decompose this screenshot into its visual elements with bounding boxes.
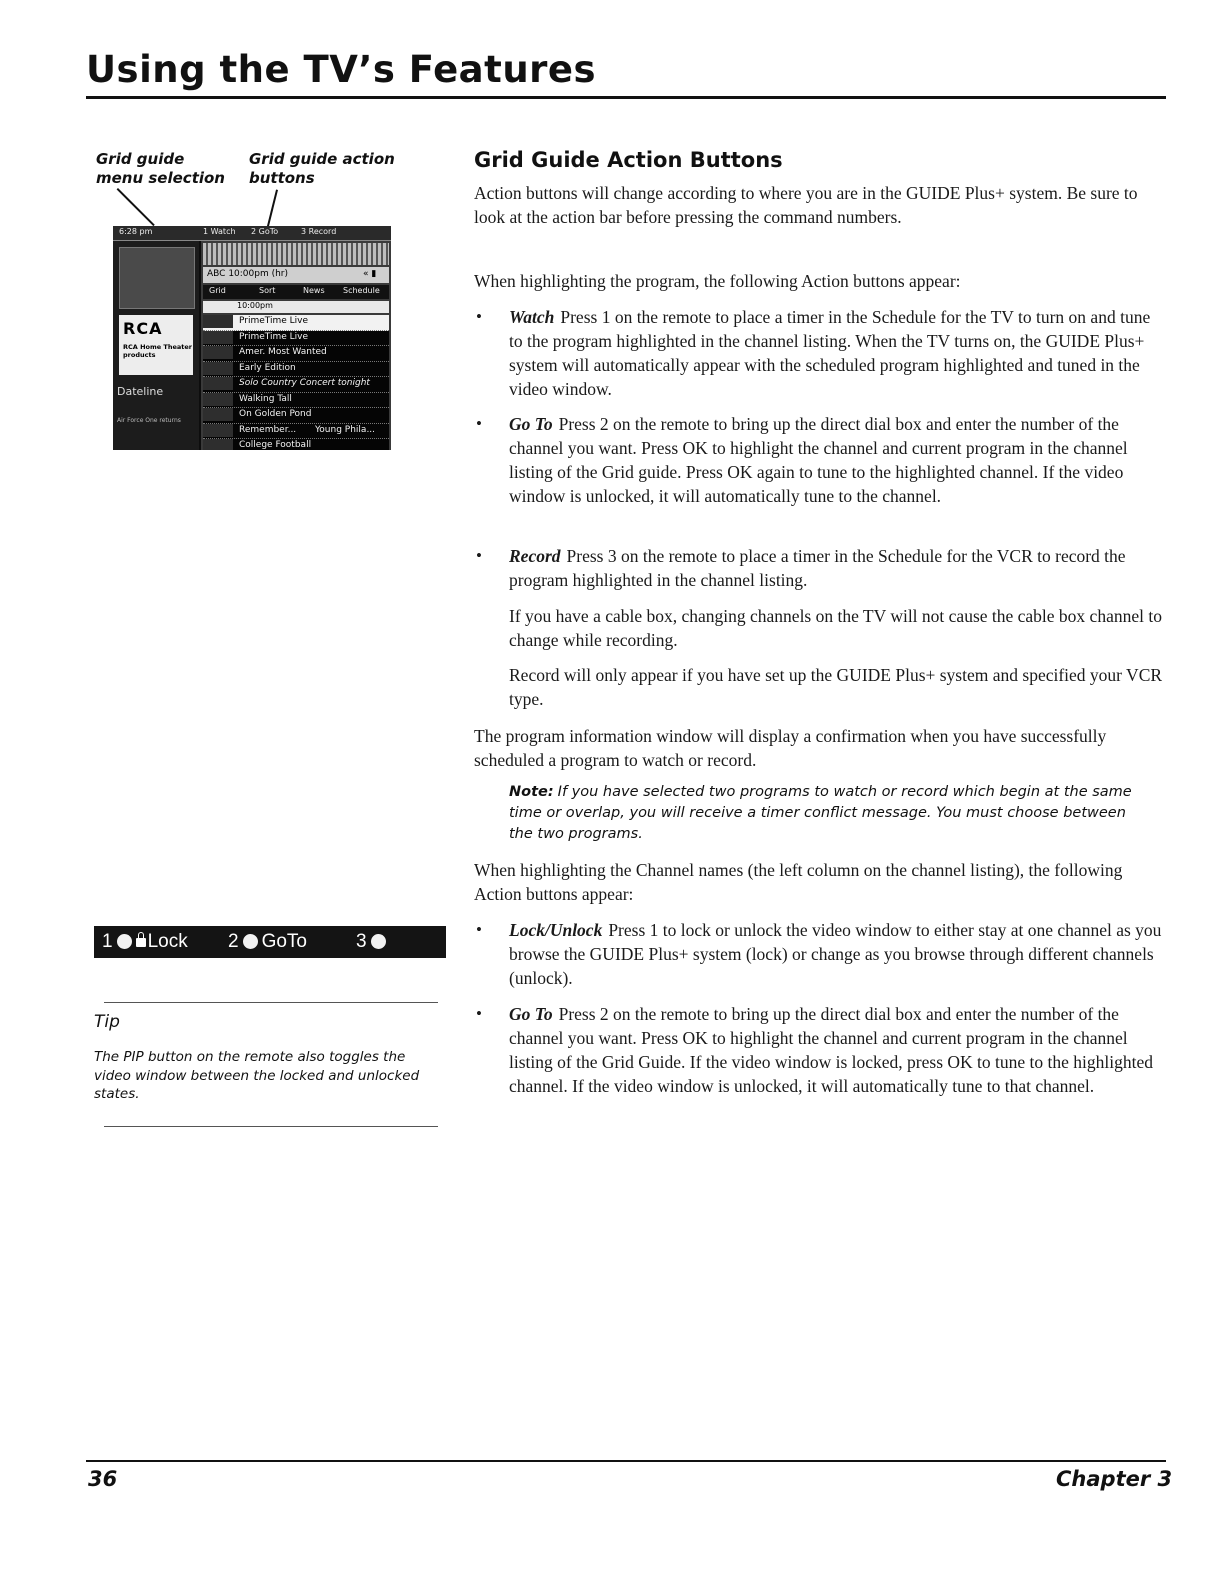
action-bar-example xyxy=(94,926,446,958)
tv-tab-schedule: Schedule xyxy=(343,286,380,295)
bullet-icon: • xyxy=(476,307,482,326)
tv-left-footer: Air Force One returns xyxy=(117,417,181,424)
tv-action-bar xyxy=(113,226,391,241)
tip-body: The PIP button on the remote also toggles the video window between the locked and unlocked states. xyxy=(94,1049,420,1102)
record-note-setup: Record will only appear if you have set up the GUIDE Plus+ system and specified your VCR type. xyxy=(509,665,1163,709)
lock-icon xyxy=(136,938,146,947)
header-rule xyxy=(86,96,1166,99)
tv-action-record: 3 Record xyxy=(301,227,337,236)
tv-nav-arrows: « ▮ xyxy=(363,269,377,279)
tv-program-row: College Football xyxy=(203,439,389,450)
tv-tab-grid: Grid xyxy=(209,286,226,295)
confirmation-paragraph: The program information window will display a confirmation when you have successfully scheduled a program to watch or record. xyxy=(474,726,1107,770)
caption-grid-action-buttons: Grid guide action buttons xyxy=(249,150,395,187)
intro-paragraph: Action buttons will change according to where you are in the GUIDE Plus+ system. Be sure to look at the action bar before pressing the command numbers. xyxy=(474,183,1138,227)
action-bar-goto: 2 GoTo xyxy=(228,931,307,952)
tv-action-watch: 1 Watch xyxy=(203,227,236,236)
tv-tab-sort: Sort xyxy=(259,286,276,295)
tv-program-row: Early Edition xyxy=(203,362,389,378)
tv-program-row: On Golden Pond xyxy=(203,408,389,424)
bullet-icon: • xyxy=(476,414,482,433)
action-bar-lock: 1 Lock xyxy=(102,931,188,952)
tv-channel-grid xyxy=(201,241,391,450)
tv-menu-tabs xyxy=(203,285,389,299)
bullet-icon: • xyxy=(476,1004,482,1023)
remote-button-icon xyxy=(371,934,386,949)
action-bar-slot-3: 3 xyxy=(356,931,390,953)
bullet-icon: • xyxy=(476,546,482,565)
tv-tab-news: News xyxy=(303,286,325,295)
remote-button-icon xyxy=(243,934,258,949)
page-number: 36 xyxy=(88,1467,118,1491)
chapter-label: Chapter 3 xyxy=(1056,1467,1173,1491)
tv-video-window xyxy=(119,247,195,309)
section-heading: Grid Guide Action Buttons xyxy=(474,148,783,172)
tv-rca-ad xyxy=(119,315,193,375)
note-box: Note: If you have selected two programs to watch or record which begin at the same time or overlap, you will receive a timer conflict message. You must choose between the two programs. xyxy=(509,784,1132,842)
program-intro: When highlighting the program, the following Action buttons appear: xyxy=(474,271,961,291)
pointer-line-menu xyxy=(117,188,155,226)
tv-program-row: Solo Country Concert tonight xyxy=(203,377,389,393)
footer-rule xyxy=(86,1460,1166,1462)
tv-program-row: Amer. Most Wanted xyxy=(203,346,389,362)
tv-clock: 6:28 pm xyxy=(119,227,153,236)
tv-program-row: Remember... Young Phila... xyxy=(203,424,389,440)
tv-time-slot: 10:00pm xyxy=(203,301,389,313)
remote-button-icon xyxy=(117,934,132,949)
note-label: Note: xyxy=(509,784,554,800)
tv-program-row: Walking Tall xyxy=(203,393,389,409)
tip-title: Tip xyxy=(94,1012,120,1032)
bullet-icon: • xyxy=(476,920,482,939)
rca-subtitle: RCA Home Theater products xyxy=(123,343,192,359)
tv-left-panel xyxy=(113,241,199,450)
tv-guide-screenshot xyxy=(113,226,391,450)
channel-intro: When highlighting the Channel names (the left column on the channel listing), the following Action buttons appear: xyxy=(474,860,1123,904)
rca-logo: RCA xyxy=(123,319,163,338)
tip-bottom-rule xyxy=(104,1126,438,1127)
tv-action-goto: 2 GoTo xyxy=(251,227,279,236)
tip-top-rule xyxy=(104,1002,438,1003)
tv-dateline-label: Dateline xyxy=(117,385,164,398)
tv-program-row: PrimeTime Live xyxy=(203,331,389,347)
caption-grid-menu-selection: Grid guide menu selection xyxy=(96,150,225,187)
record-note-cable: If you have a cable box, changing channels on the TV will not cause the cable box channel to change while recording. xyxy=(509,606,1162,650)
tv-program-row: PrimeTime Live xyxy=(203,315,389,331)
page-title: Using the TV’s Features xyxy=(86,48,597,91)
tv-banner xyxy=(203,243,389,265)
tv-channel-row: ABC 10:00pm (hr) « ▮ xyxy=(203,267,389,283)
tv-program-list xyxy=(203,315,389,450)
